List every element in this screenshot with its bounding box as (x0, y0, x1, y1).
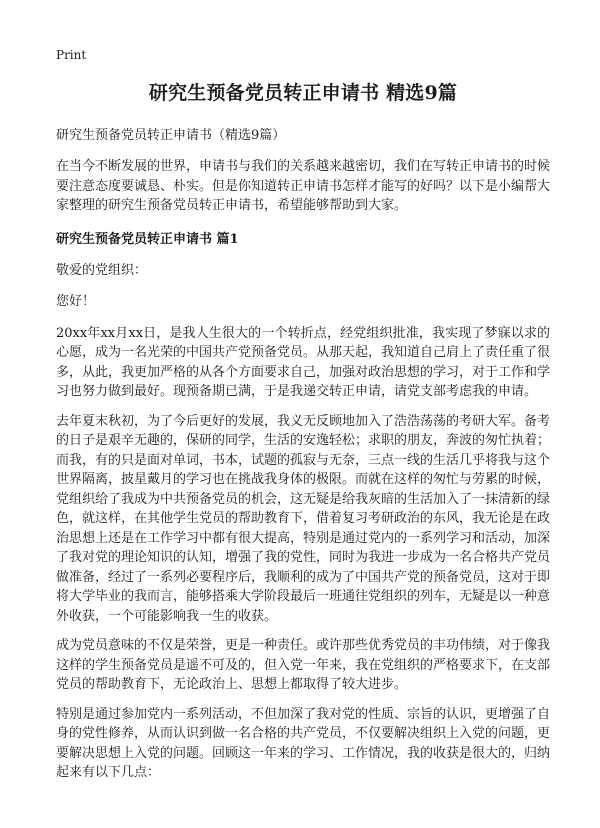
salutation: 敬爱的党组织： (56, 262, 148, 278)
body-paragraph-1: 20xx年xx月xx日，是我人生很大的一个转折点，经党组织批准，我实现了梦寐以求的心愿，成为一名光荣的中国共产党预备党员。从那天起，我知道自己肩上了责任重了很多，从此，我更加严格的从各个方面要求自己，加强对政治思想的学习，对于工作和学习也努力做到最好。现预备期已满，于是我递交转正申请，请党支部考虑我的申请。 (56, 325, 551, 399)
document-title: 研究生预备党员转正申请书 精选9篇 (148, 82, 458, 104)
intro-paragraph: 在当今不断发展的世界，申请书与我们的关系越来越密切，我们在写转正申请书的时候要注意态度要诚恳、朴实。但是你知道转正申请书怎样才能写的好吗？以下是小编帮大家整理的研究生预备党员转正申请书，希望能够帮助到大家。 (56, 159, 551, 213)
body-paragraph-3: 成为党员意味的不仅是荣誉，更是一种责任。或许那些优秀党员的丰功伟绩，对于像我这样的学生预备党员是遥不可及的，但入党一年来，我在党组织的严格要求下，在支部党员的帮助教育下，无论政治上、思想上都取得了较大进步。 (56, 638, 551, 692)
body-paragraph-2: 去年夏末秋初，为了今后更好的发展，我义无反顾地加入了浩浩荡荡的考研大军。备考的日子是艰辛无趣的，保研的同学，生活的安逸轻松；求职的朋友，奔波的匆忙执着；而我，有的只是面对单词，书本，试题的孤寂与无奈，三点一线的生活几乎将我与这个世界隔离，披星戴月的学习也在挑战我身体的极限。而就在这样的匆忙与劳累的时候，党组织给了我成为中共预备党员的机会，这无疑是给我灰暗的生活加入了一抹清新的绿色，就这样，在其他学生党员的帮助教育下，借着复习考研政治的东风，我无论是在政治思想上还是在工作学习中都有很大提高，特别是通过党内的一系列学习和活动，加深了我对党的理论知识的认知，增强了我的党性，同时为我进一步成为一名合格共产党员做准备，经过了一系列必要程序后，我顺利的成为了中国共产党的预备党员，这对于即将大学毕业的我而言，能够搭乘大学阶段最后一班通往党组织的列车，无疑是以一种意外收获，一个可能影响我一生的收获。 (56, 413, 551, 624)
print-link[interactable]: Print (56, 48, 87, 62)
section-heading: 研究生预备党员转正申请书 篇1 (56, 231, 239, 247)
document-subtitle: 研究生预备党员转正申请书（精选9篇） (56, 128, 286, 143)
body-paragraph-4: 特别是通过参加党内一系列活动，不但加深了我对党的性质、宗旨的认识，更增强了自身的党性修养，从而认识到做一名合格的共产党员，不仅要解决组织上入党的问题，更要解决思想上入党的问题。回顾这一年来的学习、工作情况，我的收获是很大的，归纳起来有以下几点： (56, 706, 551, 780)
greeting: 您好！ (56, 294, 96, 309)
